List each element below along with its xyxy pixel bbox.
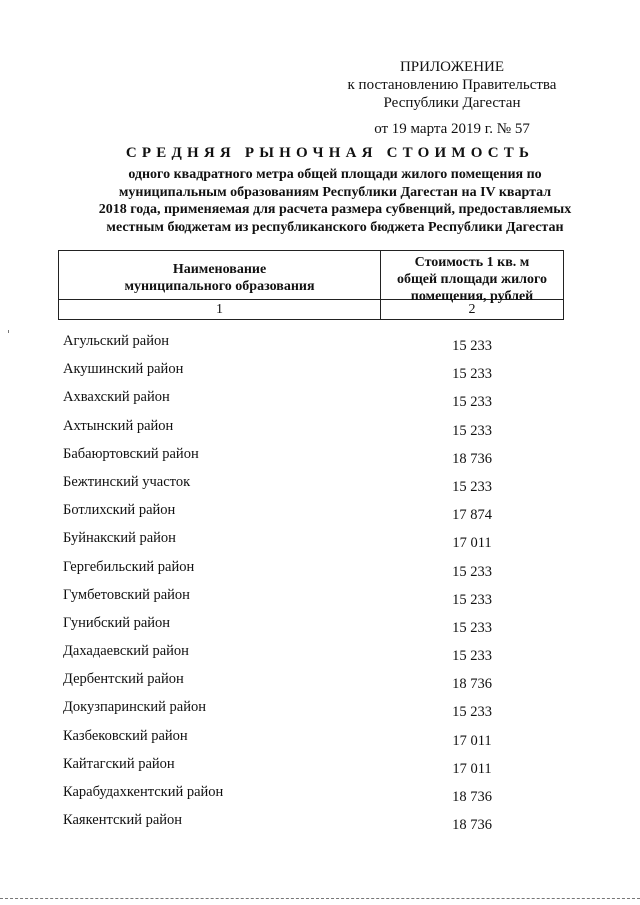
page-bottom-edge (0, 898, 640, 899)
cost-value: 17 011 (452, 760, 492, 777)
cost-value: 15 233 (452, 394, 492, 411)
municipality-name: Бежтинский участок (63, 473, 191, 490)
municipality-name: Акушинский район (63, 361, 184, 378)
document-subtitle (50, 166, 620, 236)
municipality-name: Кайтагский район (63, 755, 175, 772)
column-header-cost-line-1: Стоимость 1 кв. м (414, 255, 530, 270)
cost-value: 15 233 (452, 563, 492, 580)
cost-value: 17 011 (452, 535, 492, 552)
table-row (0, 446, 640, 474)
table-row (0, 756, 640, 784)
table-row (0, 361, 640, 389)
table-row (0, 502, 640, 530)
cost-value: 18 736 (452, 676, 492, 693)
table-row (0, 812, 640, 840)
table-row (0, 333, 640, 361)
column-number-1: 1 (59, 300, 381, 319)
subtitle-line-1: одного квадратного метра общей площади жилого помещения по (128, 167, 542, 182)
subtitle-line-2: муниципальным образованиям Республики Дагестан на IV квартал (118, 184, 552, 200)
appendix-line-2: Республики Дагестан (383, 95, 521, 111)
cost-value: 15 233 (452, 648, 492, 665)
municipality-name: Агульский район (63, 333, 169, 349)
municipality-name: Каякентский район (63, 812, 183, 829)
column-header-cost (381, 251, 563, 304)
municipality-name: Докузпаринский район (63, 699, 207, 716)
cost-value: 18 736 (452, 817, 492, 834)
cost-value: 15 233 (452, 478, 492, 495)
municipality-name: Гергебильский район (63, 558, 195, 575)
municipality-name: Дахадаевский район (63, 643, 189, 660)
municipality-name: Бабаюртовский район (63, 445, 199, 462)
subtitle-line-3: 2018 года, применяемая для расчета размера субвенций, предоставляемых (98, 202, 572, 217)
table-row (0, 418, 640, 446)
table-body (0, 333, 640, 840)
municipality-name: Дербентский район (63, 671, 184, 688)
cost-value: 17 874 (452, 507, 492, 524)
column-header-name-line-2: муниципального образования (124, 279, 315, 294)
municipality-name: Карабудахкентский район (63, 784, 224, 800)
column-number-2: 2 (468, 302, 476, 317)
column-header-cost-line-3: помещения, рублей (410, 289, 534, 304)
cost-value: 15 233 (452, 366, 492, 383)
cost-value: 15 233 (452, 591, 492, 608)
appendix-line-1: к постановлению Правительства (347, 77, 557, 93)
cost-value: 15 233 (452, 338, 492, 354)
cost-value: 17 011 (452, 732, 492, 749)
municipality-name: Ахвахский район (63, 389, 170, 406)
table-row (0, 587, 640, 615)
column-header-name-line-1: Наименование (172, 262, 267, 277)
table-row (0, 530, 640, 558)
municipality-name: Ботлихский район (63, 502, 176, 519)
municipality-name: Гумбетовский район (63, 586, 190, 603)
subtitle-line-4: местным бюджетам из республиканского бюджета Республики Дагестан (106, 219, 564, 235)
appendix-date: от 19 марта 2019 г. № 57 (374, 121, 530, 137)
cost-value: 15 233 (452, 422, 492, 439)
municipality-name: Ахтынский район (63, 417, 174, 434)
cost-value: 15 233 (452, 704, 492, 721)
municipality-name: Гунибский район (63, 614, 171, 631)
table-row (0, 474, 640, 502)
column-header-name (59, 251, 381, 300)
cost-value: 18 736 (452, 450, 492, 467)
table-row (0, 671, 640, 699)
table-row (0, 389, 640, 417)
municipality-name: Казбековский район (63, 727, 188, 744)
table-row (0, 643, 640, 671)
table-header (58, 250, 564, 320)
table-row (0, 699, 640, 727)
table-row (0, 784, 640, 812)
scan-mark (8, 330, 9, 333)
appendix-title: ПРИЛОЖЕНИЕ (399, 59, 505, 75)
document-title: СРЕДНЯЯ РЫНОЧНАЯ СТОИМОСТЬ (125, 145, 535, 161)
table-row (0, 728, 640, 756)
table-row (0, 559, 640, 587)
table-row (0, 615, 640, 643)
municipality-name: Буйнакский район (63, 530, 176, 547)
cost-value: 18 736 (452, 789, 492, 805)
cost-value: 15 233 (452, 619, 492, 636)
column-header-cost-line-2: общей площади жилого (396, 272, 548, 287)
